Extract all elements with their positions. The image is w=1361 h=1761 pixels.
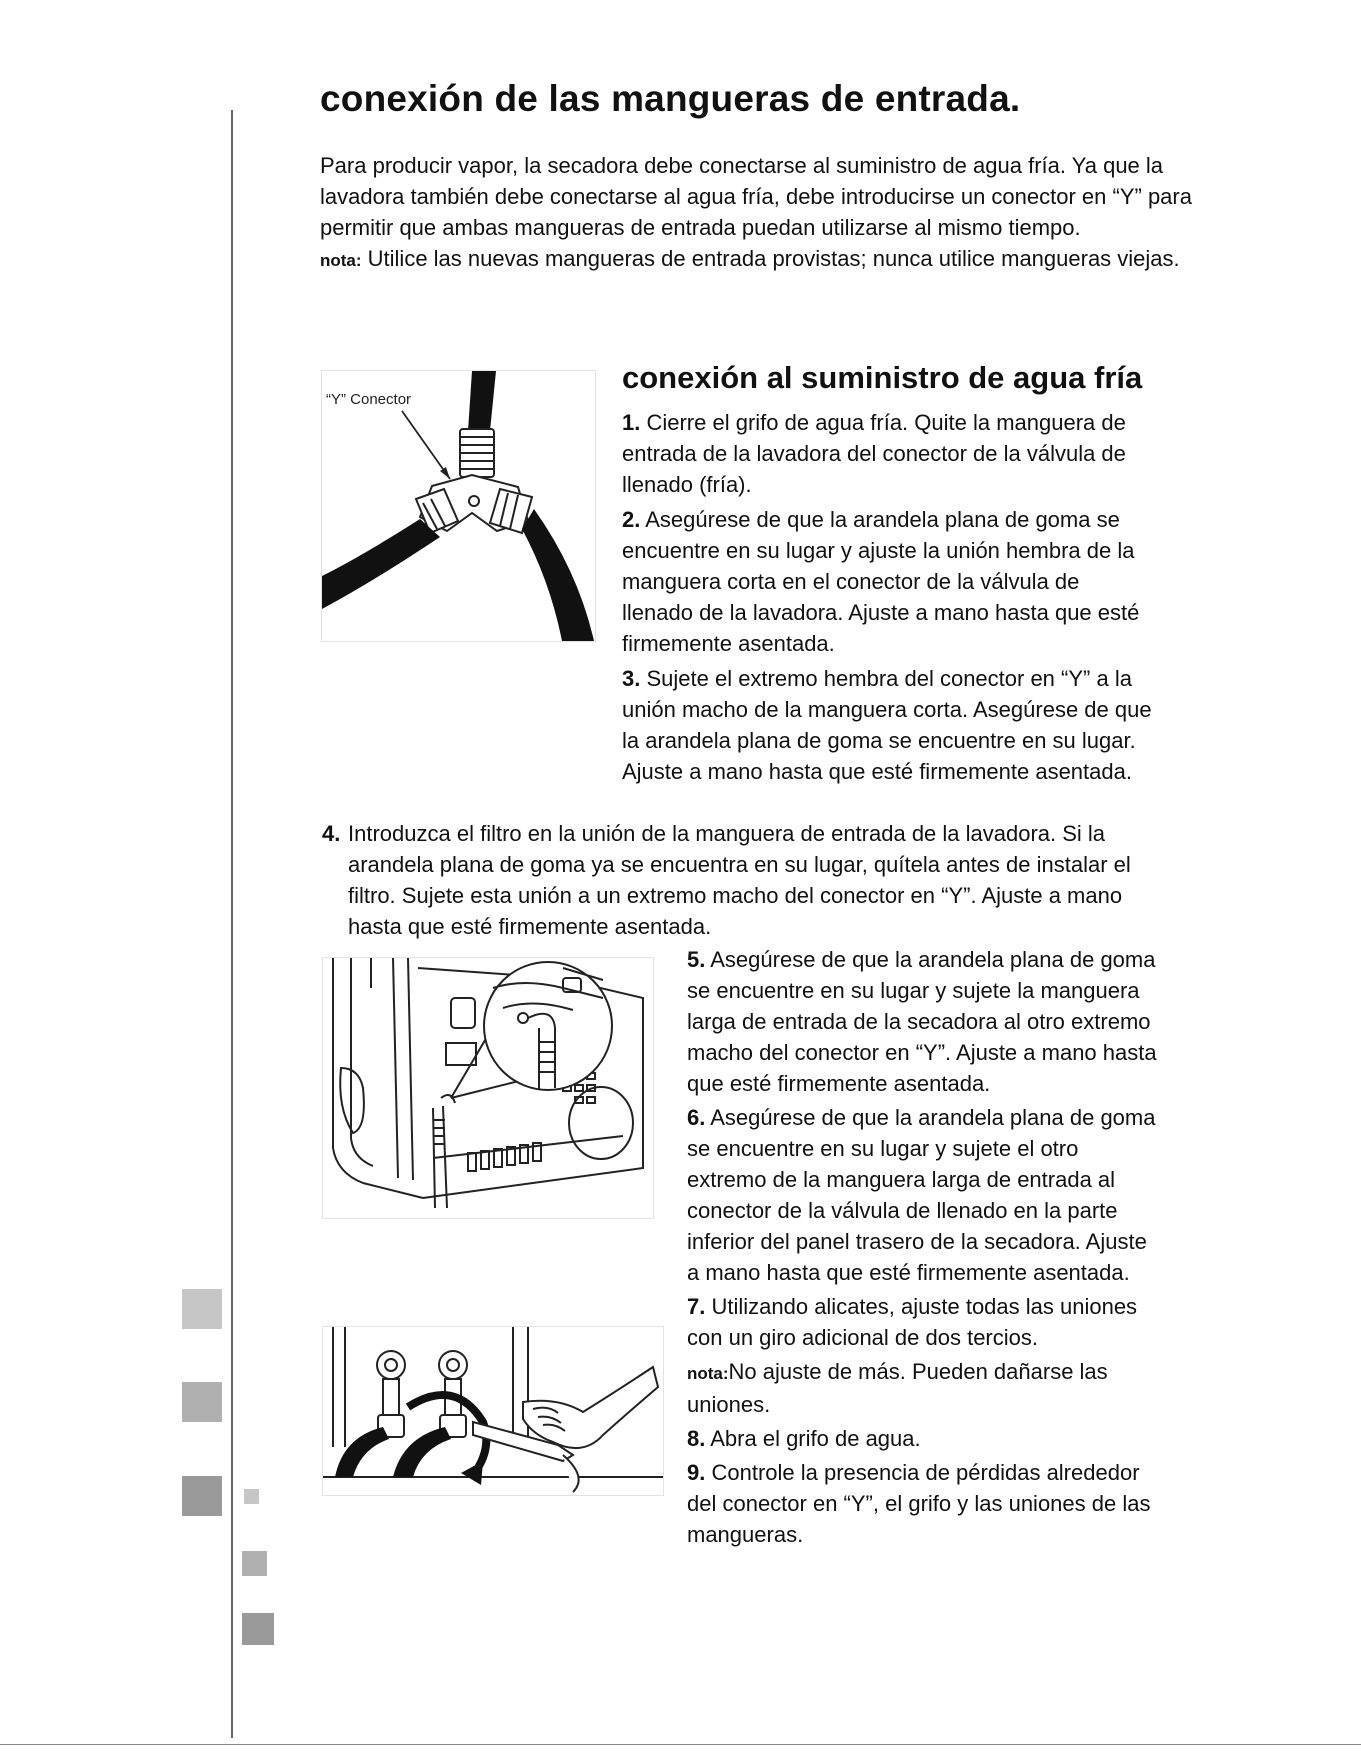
- section-marker-2: [242, 1551, 267, 1576]
- bottom-rule: [0, 1744, 1361, 1745]
- step-4: [322, 818, 1152, 942]
- pliers-illustration: [323, 1327, 663, 1495]
- step-text: Asegúrese de que la arandela plana de goma se encuentre en su lugar y ajuste la unión hembra de la manguera corta en el conector de la válvula de llenado de la lavadora. Ajuste a mano hasta que esté firmemente asentada.: [622, 507, 1140, 656]
- step-number: 7.: [687, 1294, 706, 1319]
- step-3: [622, 663, 1152, 787]
- cold-water-subheading: conexión al suministro de agua fría: [622, 360, 1143, 395]
- section-marker-3: [242, 1613, 274, 1645]
- step-6: [687, 1102, 1157, 1288]
- section-tab-3: [182, 1476, 222, 1516]
- step-text: Controle la presencia de pérdidas alrededor del conector en “Y”, el grifo y las uniones de las mangueras.: [687, 1460, 1151, 1547]
- note-label: nota:: [687, 1364, 729, 1383]
- step-number: 3.: [622, 666, 641, 691]
- step-2: [622, 504, 1152, 659]
- step-text: Utilizando alicates, ajuste todas las uniones con un giro adicional de dos tercios.: [687, 1294, 1138, 1350]
- step-7-note: [687, 1356, 1157, 1420]
- step-number: 5.: [687, 947, 706, 972]
- step-1: [622, 407, 1152, 500]
- step-text: Cierre el grifo de agua fría. Quite la manguera de entrada de la lavadora del conector de la válvula de llenado (fría).: [622, 410, 1126, 497]
- steps-1-3: [622, 407, 1152, 791]
- pliers-tightening-figure: [322, 1326, 664, 1496]
- y-connector-figure: [321, 370, 596, 642]
- note-text: Utilice las nuevas mangueras de entrada provistas; nunca utilice mangueras viejas.: [361, 246, 1180, 271]
- dryer-back-illustration: [323, 958, 653, 1218]
- step-text: Asegúrese de que la arandela plana de goma se encuentre en su lugar y sujete el otro extremo de la manguera larga de entrada al conector de la válvula de llenado en la parte inferior del panel trasero de la secadora. Ajuste a mano hasta que esté firmemente asentada.: [687, 1105, 1156, 1285]
- y-connector-illustration: [322, 371, 595, 641]
- step-number: 8.: [687, 1426, 706, 1451]
- step-number: 6.: [687, 1105, 706, 1130]
- step-7: [687, 1291, 1157, 1353]
- y-connector-label: “Y” Conector: [326, 391, 412, 408]
- step-number: 9.: [687, 1460, 706, 1485]
- steps-5-9: [687, 944, 1157, 1553]
- step-5: [687, 944, 1157, 1099]
- intro-section: [320, 150, 1220, 276]
- dryer-back-figure: [322, 957, 654, 1219]
- step-number: 1.: [622, 410, 641, 435]
- section-tab-2: [182, 1382, 222, 1422]
- step-text: Asegúrese de que la arandela plana de goma se encuentre en su lugar y sujete la manguera larga de entrada de la secadora al otro extremo macho del conector en “Y”. Ajuste a mano hasta que esté firmemente asentada.: [687, 947, 1157, 1096]
- intro-paragraph: Para producir vapor, la secadora debe conectarse al suministro de agua fría. Ya que la lavadora también debe conectarse al agua fría, debe introducirse un conector en “Y” para permitir que ambas mangueras de entrada puedan utilizarse al mismo tiempo.: [320, 153, 1192, 240]
- intro-note: [320, 243, 1220, 276]
- note-label: nota:: [320, 251, 362, 270]
- step-number: 4.: [322, 821, 341, 846]
- margin-rule: [231, 110, 233, 1738]
- section-marker-1: [244, 1489, 259, 1504]
- section-tab-1: [182, 1289, 222, 1329]
- step-text: Abra el grifo de agua.: [705, 1426, 921, 1451]
- step-number: 2.: [622, 507, 641, 532]
- step-8: [687, 1423, 1157, 1454]
- step-9: [687, 1457, 1157, 1550]
- page-title: conexión de las mangueras de entrada.: [320, 78, 1021, 119]
- note-text: No ajuste de más. Pueden dañarse las uniones.: [687, 1359, 1108, 1417]
- step-text: Sujete el extremo hembra del conector en “Y” a la unión macho de la manguera corta. Asegúrese de que la arandela plana de goma se encuentre en su lugar. Ajuste a mano hasta que esté firmemente asentada.: [622, 666, 1152, 784]
- step-text: Introduzca el filtro en la unión de la manguera de entrada de la lavadora. Si la arandela plana de goma ya se encuentra en su lugar, quítela antes de instalar el filtro. Sujete esta unión a un extremo macho del conector en “Y”. Ajuste a mano hasta que esté firmemente asentada.: [348, 821, 1131, 939]
